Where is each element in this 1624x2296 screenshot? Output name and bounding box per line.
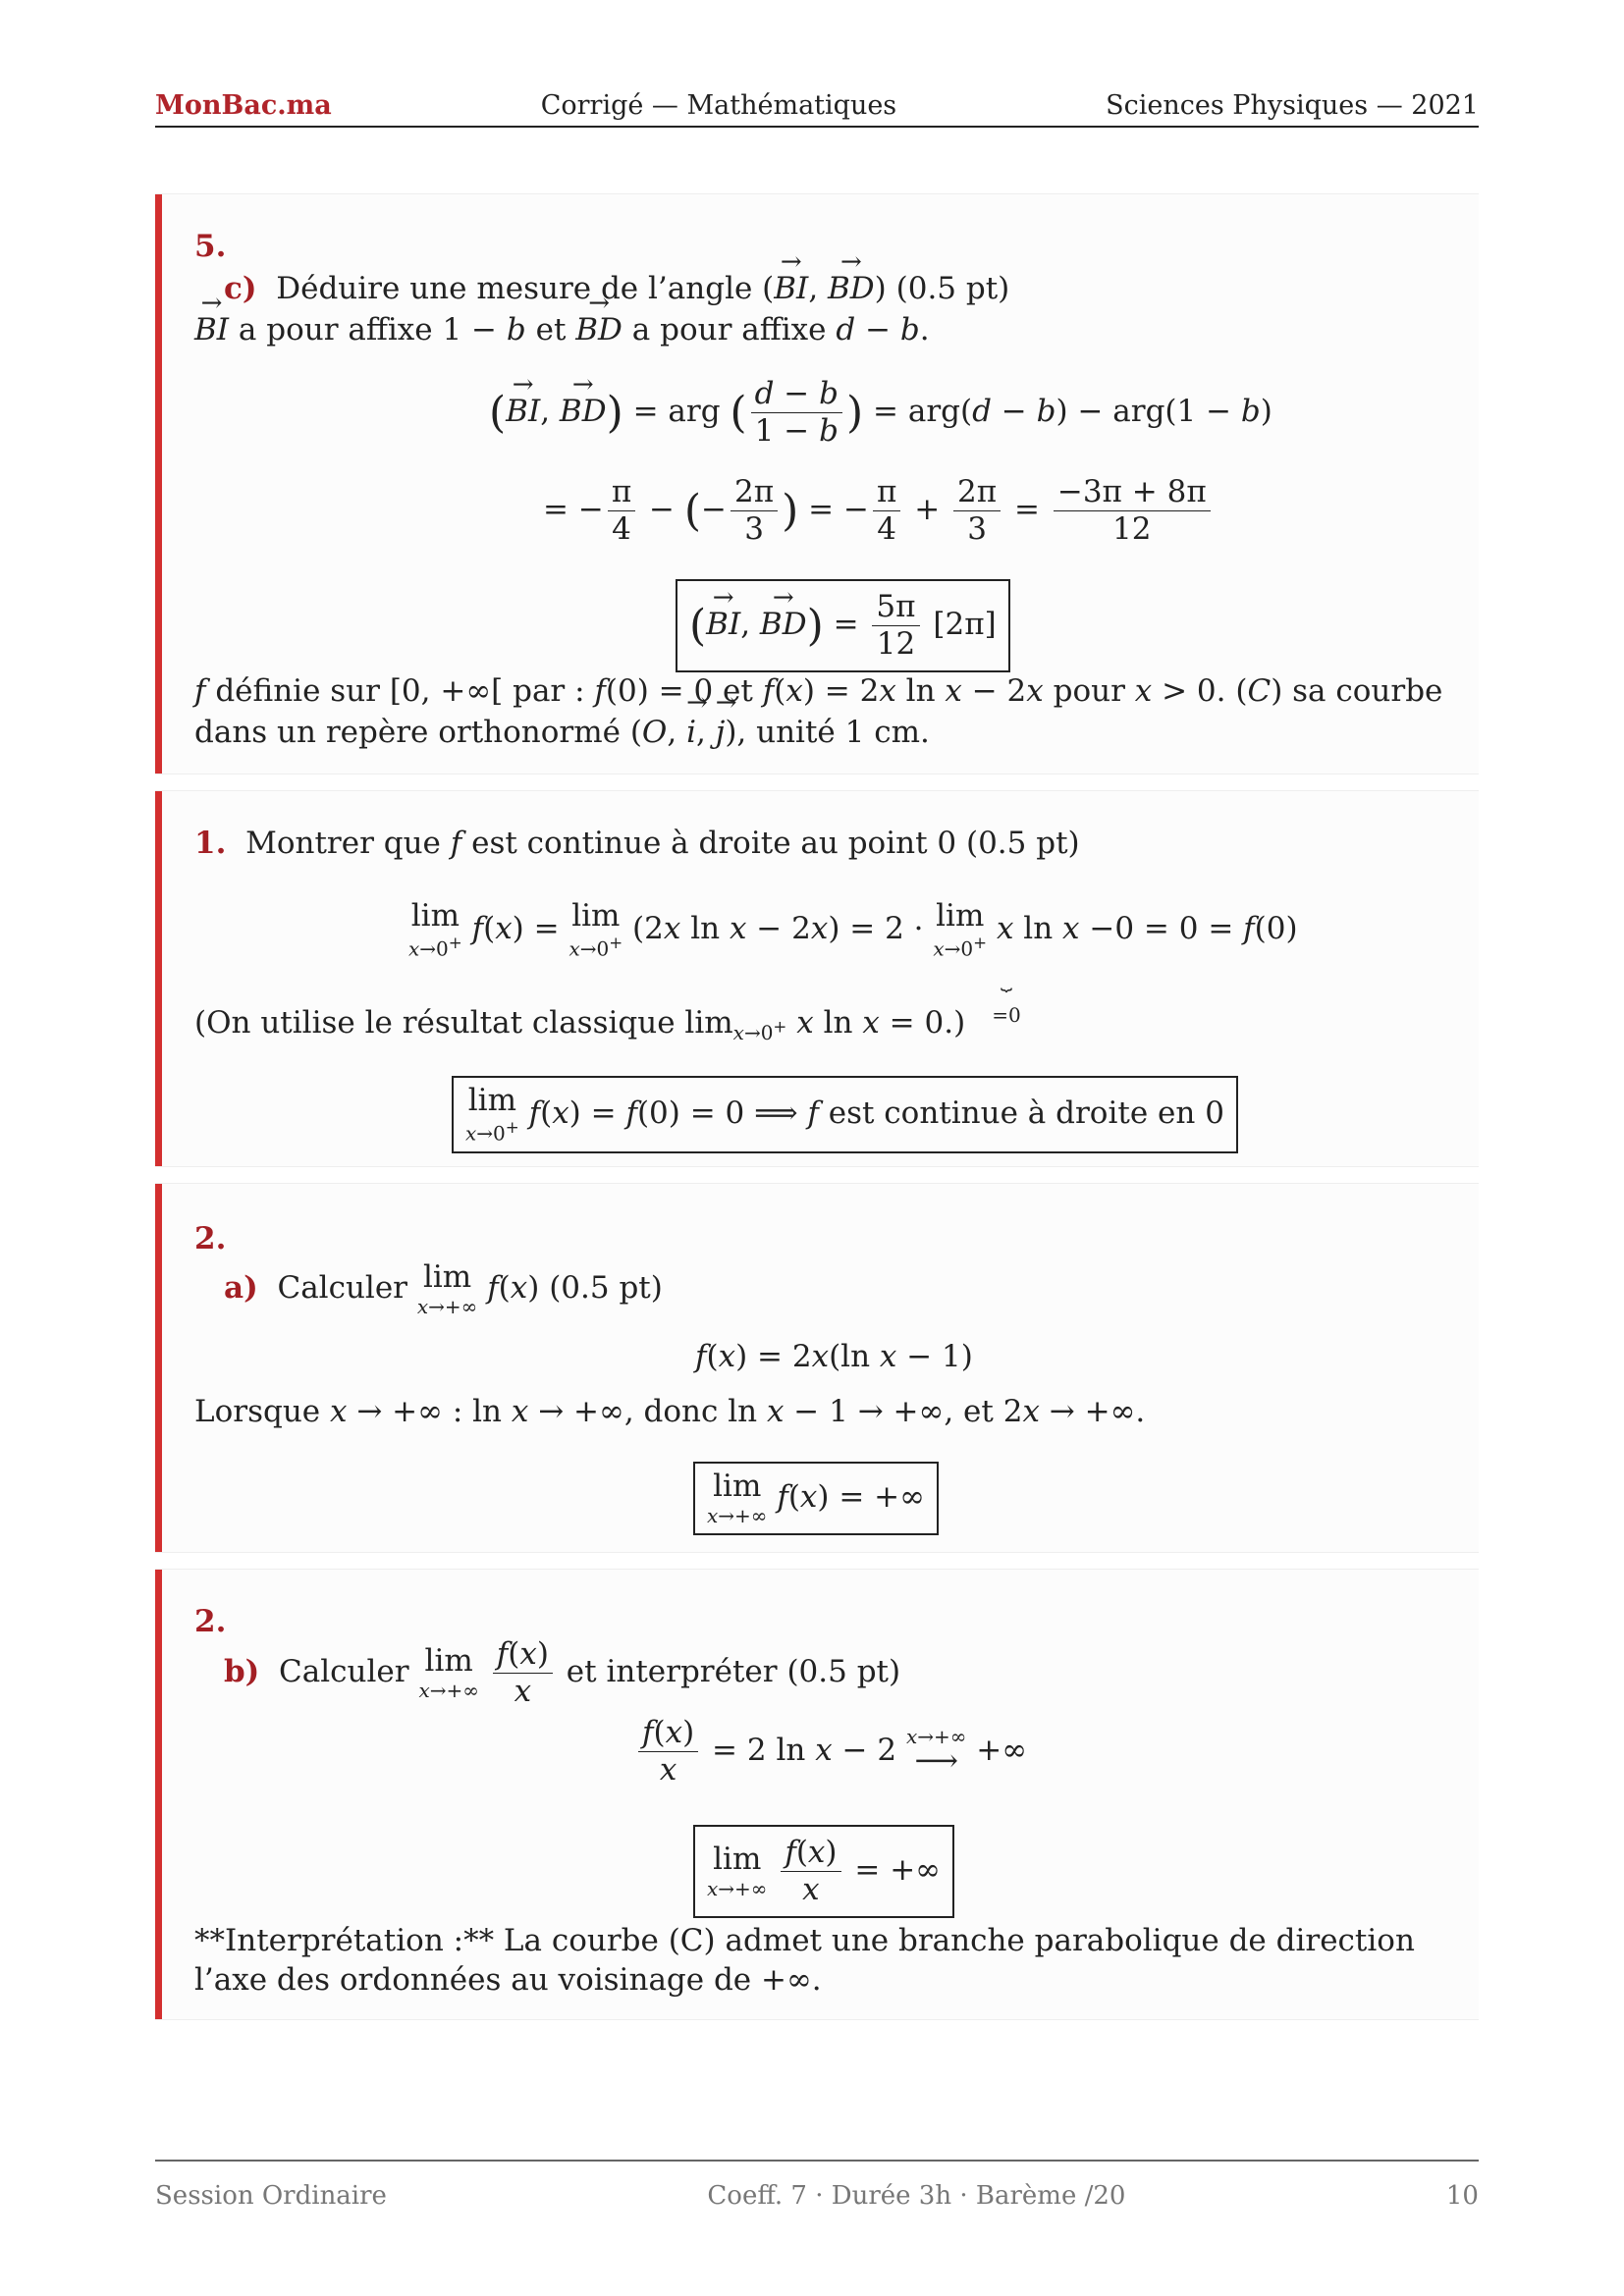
q2b-question: b) Calculer lim x→+∞ $\frac{f(x)}{x}$ et interpréter (0.5 pt) xyxy=(224,1636,901,1710)
header-title: Corrigé — Mathématiques xyxy=(540,90,897,121)
page-footer xyxy=(155,2160,1479,2211)
section-q1 xyxy=(155,790,1479,1167)
q5-number: 5. xyxy=(194,229,227,264)
q5-intro: f définie sur [0, +∞[ par : f(0) = 0 et f(x) = 2x ln x − 2x pour x > 0. (C) sa courbe dans un repère orthonormé (O, → i, → j), unité 1 cm. xyxy=(194,670,1451,753)
q5-result: (→ BI, → BD) = $\frac{5\pi}{12}$ [2π] xyxy=(676,579,1010,672)
q2b-interpretation: **Interprétation :** La courbe (C) admet une branche parabolique de direction l’axe des ordonnées au voisinage de +∞. xyxy=(194,1923,1415,1998)
page-number: 10 xyxy=(1445,2181,1479,2211)
q2a-result: lim x→+∞ f(x) = +∞ xyxy=(693,1462,939,1535)
q2b-number: 2. xyxy=(194,1604,227,1639)
q5-equation-2: = − $\frac{\pi}{4}$ − (− $\frac{2\pi}{3}$ ) = − $\frac{\pi}{4}$ + $\frac{2\pi}{3}$ = $\frac{-3\pi + 8\pi}{12}$ xyxy=(543,474,1215,548)
q5-question: c) Déduire une mesure de l’angle (→ BI, → BD) (0.5 pt) xyxy=(224,271,1009,306)
page-header xyxy=(155,90,1479,128)
footer-center: Coeff. 7 · Durée 3h · Barème /20 xyxy=(707,2181,1126,2211)
q1-number: 1. xyxy=(194,826,227,861)
q2b-part: b) xyxy=(224,1654,260,1690)
q5-part: c) xyxy=(224,271,257,306)
section-q5 xyxy=(155,193,1479,774)
q5-equation-1: (→ BI, → BD) = arg ( $\frac{d - b}{1 - b}$ ) = arg(d − b) − arg(1 − b) xyxy=(489,376,1272,450)
q2a-question: a) Calculer lim x→+∞ f(x) (0.5 pt) xyxy=(224,1259,663,1318)
q2a-line: Lorsque x → +∞ : ln x → +∞, donc ln x − 1 → +∞, et 2x → +∞. xyxy=(194,1394,1146,1429)
header-right: Sciences Physiques — 2021 xyxy=(1106,90,1479,121)
q2a-number: 2. xyxy=(194,1221,227,1256)
q2b-result: lim x→+∞ $\frac{f(x)}{x}$ = +∞ xyxy=(693,1825,954,1918)
q1-note: (On utilise le résultat classique $\lim_{x\to 0^+} x$ ln x = 0.) xyxy=(194,1005,966,1045)
q1-question: 1. Montrer que f est continue à droite au point 0 (0.5 pt) xyxy=(194,826,1080,861)
section-q2b xyxy=(155,1569,1479,2020)
q2b-equation: $\frac{f(x)}{x}$ = 2 ln x − 2 x→+∞ ⟶ +∞ xyxy=(634,1715,1027,1789)
q1-equation: lim x→0+ f(x) = lim x→0+ (2x ln x − 2x) = 2 · lim x→0+ x ln x ⏟ =0 −0 = 0 = f(0) xyxy=(408,898,1298,1027)
brand-name: MonBac.ma xyxy=(155,90,332,121)
footer-left: Session Ordinaire xyxy=(155,2181,387,2211)
q1-result: lim x→0+ f(x) = f(0) = 0 ⟹ f est continue à droite en 0 xyxy=(452,1076,1238,1153)
q2a-part: a) xyxy=(224,1270,258,1306)
q5-line1: → BI a pour affixe 1 − b et → BD a pour affixe d − b. xyxy=(194,312,930,347)
section-q2a xyxy=(155,1183,1479,1553)
q2a-equation: f(x) = 2x(ln x − 1) xyxy=(695,1339,973,1374)
